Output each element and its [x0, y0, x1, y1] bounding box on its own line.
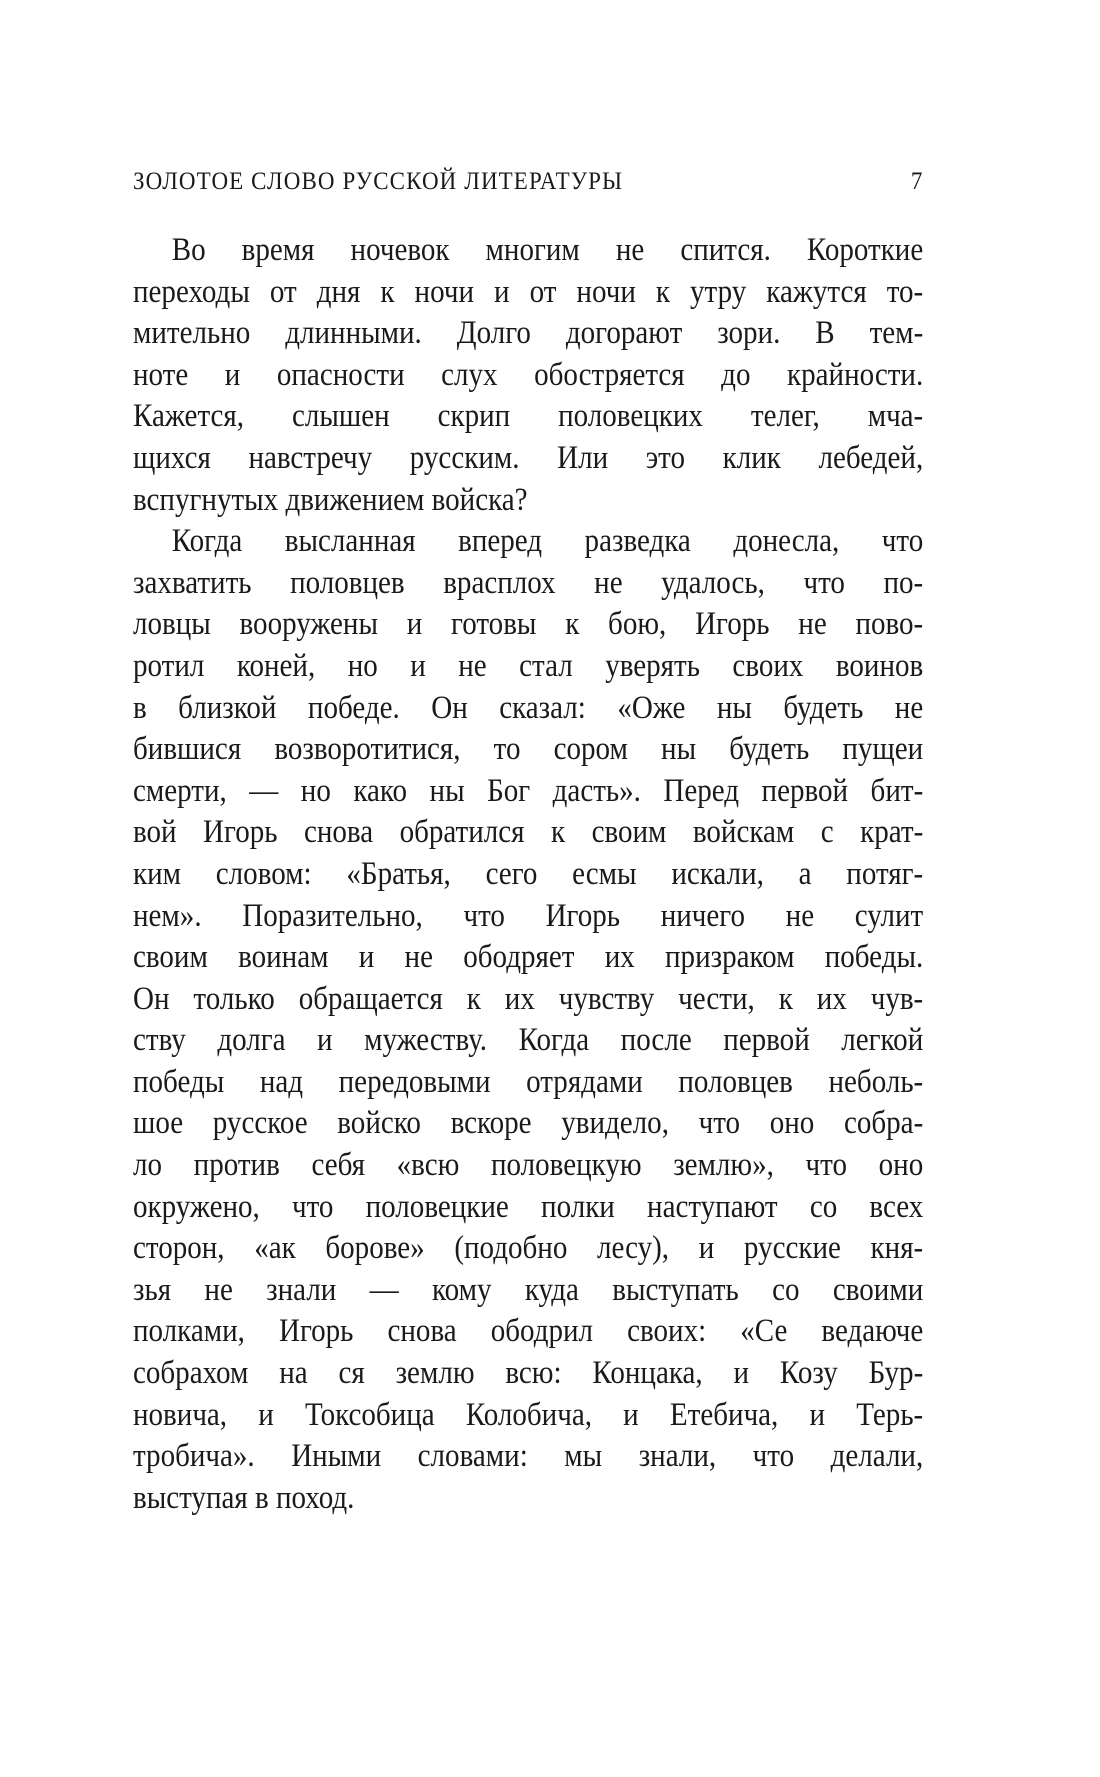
- text-line: шое русское войско вскоре увидело, что оно собра-: [133, 1105, 924, 1142]
- text-line: полками, Игорь снова ободрил своих: «Се ведаюче: [133, 1313, 924, 1350]
- text-line: ло против себя «всю половецкую землю», что оно: [133, 1147, 924, 1184]
- text-line: бившися возворотитися, то сором ны будеть пущеи: [133, 731, 924, 768]
- text-line: зья не знали — кому куда выступать со своими: [133, 1271, 924, 1308]
- text-line: новича, и Токсобица Колобича, и Етебича, и Терь-: [133, 1396, 924, 1433]
- text-line: Когда высланная вперед разведка донесла, что: [171, 523, 924, 560]
- text-line: захватить половцев врасплох не удалось, что по-: [133, 564, 924, 601]
- text-line: переходы от дня к ночи и от ночи к утру кажутся то-: [133, 273, 924, 310]
- body-text: [133, 230, 923, 1519]
- text-line: выступая в поход.: [133, 1479, 355, 1516]
- text-line: смерти, — но како ны Бог дасть». Перед первой бит-: [133, 772, 924, 809]
- paragraph-1: [133, 230, 923, 521]
- text-line: Кажется, слышен скрип половецких телег, мча-: [133, 398, 924, 435]
- book-page: [133, 168, 923, 1519]
- text-line: ноте и опасности слух обостряется до крайности.: [133, 356, 924, 393]
- text-line: победы над передовыми отрядами половцев неболь-: [133, 1063, 924, 1100]
- text-line: вспугнутых движением войска?: [133, 481, 528, 518]
- text-line: нем». Поразительно, что Игорь ничего не сулит: [133, 897, 924, 934]
- running-head-title: ЗОЛОТОЕ СЛОВО РУССКОЙ ЛИТЕРАТУРЫ: [133, 168, 624, 195]
- text-line: сторон, «ак борове» (подобно лесу), и русские кня-: [133, 1230, 924, 1267]
- text-line: Во время ночевок многим не спится. Короткие: [171, 232, 924, 268]
- text-line: вой Игорь снова обратился к своим войскам с крат-: [133, 814, 924, 851]
- text-line: в близкой победе. Он сказал: «Оже ны будеть не: [133, 689, 924, 726]
- text-line: своим воинам и не ободряет их призраком победы.: [133, 939, 924, 976]
- text-line: ким словом: «Братья, сего есмы искали, а потяг-: [133, 855, 924, 892]
- text-line: мительно длинными. Долго догорают зори. В тем-: [133, 315, 924, 352]
- text-line: тробича». Иными словами: мы знали, что делали,: [133, 1438, 924, 1475]
- text-line: щихся навстречу русским. Или это клик лебедей,: [133, 439, 924, 476]
- paragraph-2: [133, 521, 923, 1519]
- text-line: ловцы вооружены и готовы к бою, Игорь не пово-: [133, 606, 924, 643]
- text-line: Он только обращается к их чувству чести, к их чув-: [133, 980, 924, 1017]
- page-number: 7: [910, 168, 923, 195]
- text-line: собрахом на ся землю всю: Концака, и Козу Бур-: [133, 1355, 924, 1392]
- text-line: ротил коней, но и не стал уверять своих воинов: [133, 647, 924, 684]
- running-head: [133, 168, 922, 208]
- text-line: ству долга и мужеству. Когда после первой легкой: [133, 1022, 924, 1059]
- text-line: окружено, что половецкие полки наступают со всех: [133, 1188, 924, 1225]
